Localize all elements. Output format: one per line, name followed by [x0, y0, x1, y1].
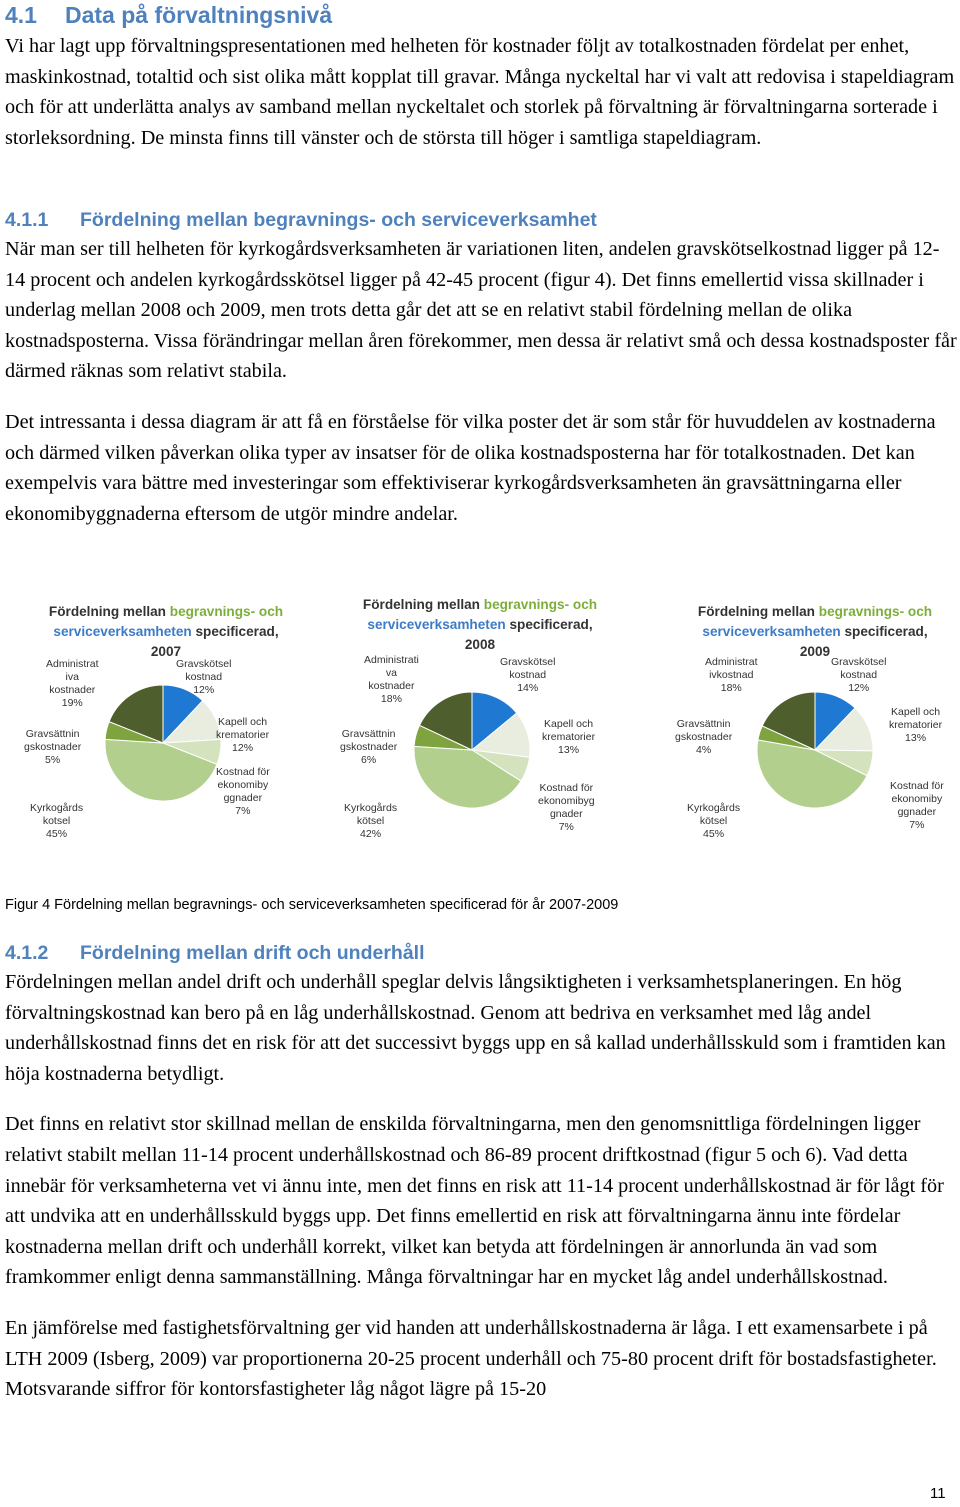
subsection-heading	[5, 206, 957, 234]
pie-label-value: 12%	[193, 684, 215, 696]
paragraph: Det finns en relativt stor skillnad mellan de enskilda förvaltningarna, men den genomsnittliga fördelningen ligger relativt stabilt mellan 11-14 procent underhållskostnad och 86-89 procent driftkostnad (figur 5 och 6). Vad detta innebär för verksamheterna vet vi ännu inte, men det finns en risk att 11-14 procent underhållskostnad är för lågt för att undvika att en underhållsskuld byggs upp. Det finns emellertid en risk att förvaltningarna ännu inte fördelar kostnaderna mellan drift och underhåll korrekt, vilket kan betyda att fördelningen är annorlunda än vad som framkommer enligt denna sammanställning. Många förvaltningar har en mycket låg andel underhållskostnad.	[5, 1113, 944, 1289]
pie-label-text: va	[385, 667, 397, 679]
subsection-title: Fördelning mellan begravnings- och serviceverksamhet	[80, 209, 597, 231]
pie-label-text: krematorier	[889, 719, 943, 731]
pie-label-text: Gravskötsel	[500, 656, 556, 668]
pie-title-part: 2008	[464, 637, 496, 652]
pie-title-part: begravnings- och	[483, 597, 598, 612]
pie-title-part: specificerad,	[505, 617, 593, 632]
pie-label-value: 18%	[380, 693, 402, 705]
pie-slice-label	[500, 656, 555, 695]
pie-label-text: Kyrkogårds	[687, 802, 741, 814]
pie-slice-label	[340, 728, 397, 767]
pie-slice-label	[831, 656, 886, 695]
pie-label-text: Kostnad för	[216, 766, 270, 778]
pie-slice-label	[675, 718, 732, 757]
pie-title-part: specificerad,	[840, 624, 928, 639]
pie-slice-label	[216, 766, 270, 818]
pie-label-value: 12%	[232, 742, 254, 754]
pie-label-text: kötsel	[699, 815, 728, 827]
pie-label-text: Gravskötsel	[831, 656, 887, 668]
pie-label-text: ekonomiby	[891, 793, 943, 805]
pie-label-text: ekonomiby	[217, 779, 269, 791]
pie-title-part: serviceverksamheten	[53, 624, 192, 639]
pie-label-text: gnader	[549, 808, 583, 820]
pie-label-text: kostnad	[840, 669, 878, 681]
pie-label-text: kötsel	[356, 815, 385, 827]
subsection-heading	[5, 939, 957, 967]
pie-chart-2007	[16, 588, 316, 878]
pie-slice-label	[705, 656, 758, 695]
subsection-4-1-1	[5, 206, 957, 529]
pie-slice-label	[24, 728, 81, 767]
pie-slice-label	[687, 802, 740, 841]
figure-4-pie-charts	[0, 588, 960, 878]
pie-title-part: Fördelning mellan	[697, 604, 819, 619]
pie-label-text: Administrati	[364, 654, 419, 666]
pie-label-text: Kyrkogårds	[344, 802, 398, 814]
pie-title-part: Fördelning mellan	[48, 604, 170, 619]
pie-label-text: Kapell och	[891, 706, 941, 718]
pie-label-text: Gravsättnin	[341, 728, 396, 740]
pie-label-value: 13%	[905, 732, 927, 744]
section-title: Data på förvaltningsnivå	[65, 2, 333, 28]
pie-title-part: serviceverksamheten	[367, 617, 506, 632]
pie-label-value: 45%	[703, 828, 725, 840]
pie-slice-label	[176, 658, 231, 697]
figure-caption: Figur 4 Fördelning mellan begravnings- och serviceverksamheten specificerad för år 2007-2009	[5, 897, 619, 913]
pie-title	[665, 602, 960, 662]
paragraph: När man ser till helheten för kyrkogårdsverksamheten är variationen liten, andelen gravskötselkostnad ligger på 12-14 procent och andelen kyrkogårdsskötsel ligger på 42-45 procent (figur 4). Det finns emellertid vissa skillnader i underlag mellan 2008 och 2009, men trots detta går det att se en relativt stabil fördelning mellan de olika kostnadsposterna. Vissa förändringar mellan åren förekommer, men dessa är relativt små och dessa kostnadsposter får därmed räknas som relativt stabila.	[5, 238, 957, 383]
pie-label-value: 42%	[360, 828, 382, 840]
pie-label-text: ivkostnad	[709, 669, 754, 681]
pie-label-text: kotsel	[42, 815, 71, 827]
pie-title	[16, 602, 316, 662]
pie-label-value: 7%	[909, 819, 925, 831]
pie-slice-label	[46, 658, 99, 710]
subsection-number: 4.1.2	[5, 942, 49, 964]
subsection-number: 4.1.1	[5, 209, 49, 231]
pie-title-part: serviceverksamheten	[702, 624, 841, 639]
pie-label-text: gskostnader	[340, 741, 398, 753]
pie-slice-label	[542, 718, 595, 757]
section-intro-paragraph: Vi har lagt upp förvaltningspresentationen med helheten för kostnader följt av totalkostnaden fördelat per enhet, maskinkostnad, totaltid och sist olika mått kopplat till gravar. Många nyckeltal har vi valt att redovisa i stapeldiagram och för att underlätta analys av samband mellan nyckeltalet och storlek på förvaltning är förvaltningarna sorterade i storleksordning. De minsta finns till vänster och de största till höger i samtliga stapeldiagram.	[5, 35, 955, 149]
section-4-1	[5, 0, 957, 153]
pie-title-part: 2009	[799, 644, 831, 659]
pie-label-text: gskostnader	[675, 731, 733, 743]
pie-label-value: 6%	[361, 754, 377, 766]
section-heading	[5, 0, 957, 30]
pie-label-value: 7%	[558, 821, 574, 833]
pie-label-value: 12%	[848, 682, 870, 694]
pie-label-text: Kostnad för	[890, 780, 944, 792]
paragraph: Fördelningen mellan andel drift och underhåll speglar delvis långsiktigheten i verksamhetsplaneringen. En hög förvaltningskostnad kan bero på en låg underhållskostnad. Genom att bedriva en verksamhet med låg andel underhållskostnad finns det en risk för att det successivt byggs upp en så kallad underhållsskuld som i framtiden kan höja kostnaderna betydligt.	[5, 971, 946, 1085]
pie-label-text: Gravskötsel	[176, 658, 232, 670]
pie-slice-label	[889, 706, 942, 745]
pie-label-value: 19%	[61, 697, 83, 709]
pie-label-text: kostnader	[368, 680, 415, 692]
pie-title	[330, 595, 630, 655]
pie-label-value: 45%	[46, 828, 68, 840]
section-number: 4.1	[5, 2, 37, 28]
pie-label-value: 13%	[558, 744, 580, 756]
pie-label-text: kostnad	[509, 669, 547, 681]
pie-label-text: Kapell och	[218, 716, 268, 728]
paragraph: Det intressanta i dessa diagram är att få en förståelse för vilka poster det är som står för huvuddelen av kostnaderna och därmed vilken påverkan olika typer av insatser för de olika kostnadsposterna har för totalkostnaden. Det kan exempelvis vara bättre med investeringar som effektiviserar kyrkogårdsverksamheten än gravsättningarna eller ekonomibyggnaderna eftersom de utgör mindre andelar.	[5, 410, 936, 525]
pie-title-part: specificerad,	[191, 624, 279, 639]
pie-label-text: Administrat	[46, 658, 99, 670]
pie-label-text: Gravsättnin	[25, 728, 80, 740]
pie-label-text: krematorier	[216, 729, 270, 741]
pie-label-text: Administrat	[705, 656, 758, 668]
pie-slice-label	[30, 802, 83, 841]
pie-label-text: ggnader	[223, 792, 263, 804]
pie-chart-2009	[665, 588, 960, 878]
pie-label-value: 14%	[517, 682, 539, 694]
pie-slice-label	[890, 780, 944, 832]
pie-slice-label	[216, 716, 269, 755]
subsection-title: Fördelning mellan drift och underhåll	[80, 942, 425, 964]
pie-label-value: 7%	[235, 805, 251, 817]
pie-label-text: ekonomibyg	[538, 795, 595, 807]
pie-slice-label	[344, 802, 397, 841]
page-number: 11	[930, 1485, 946, 1502]
pie-chart-2008	[330, 588, 630, 878]
pie-title-part: 2007	[150, 644, 182, 659]
pie-label-text: iva	[65, 671, 79, 683]
pie-label-value: 5%	[45, 754, 61, 766]
pie-label-text: Kyrkogårds	[30, 802, 84, 814]
pie-slice-label	[538, 782, 595, 834]
subsection-4-1-2	[5, 939, 957, 1405]
pie-title-part: Fördelning mellan	[362, 597, 484, 612]
pie-title-part: begravnings- och	[169, 604, 284, 619]
pie-label-text: krematorier	[542, 731, 596, 743]
pie-slice-label	[364, 654, 419, 706]
pie-label-text: kostnader	[49, 684, 96, 696]
pie-label-text: kostnad	[185, 671, 223, 683]
pie-label-value: 18%	[720, 682, 742, 694]
pie-label-value: 4%	[696, 744, 712, 756]
pie-label-text: ggnader	[897, 806, 937, 818]
pie-label-text: gskostnader	[24, 741, 82, 753]
pie-label-text: Kostnad för	[539, 782, 594, 794]
pie-label-text: Kapell och	[544, 718, 594, 730]
pie-title-part: begravnings- och	[818, 604, 933, 619]
paragraph: En jämförelse med fastighetsförvaltning ger vid handen att underhållskostnaderna är låga. I ett examensarbete i på LTH 2009 (Isberg, 2009) var proportionerna 20-25 procent underhåll och 75-80 procent drift för bostadsfastigheter. Motsvarande siffror för kontorsfastigheter låg något lägre på 15-20	[5, 1316, 937, 1401]
pie-label-text: Gravsättnin	[676, 718, 731, 730]
